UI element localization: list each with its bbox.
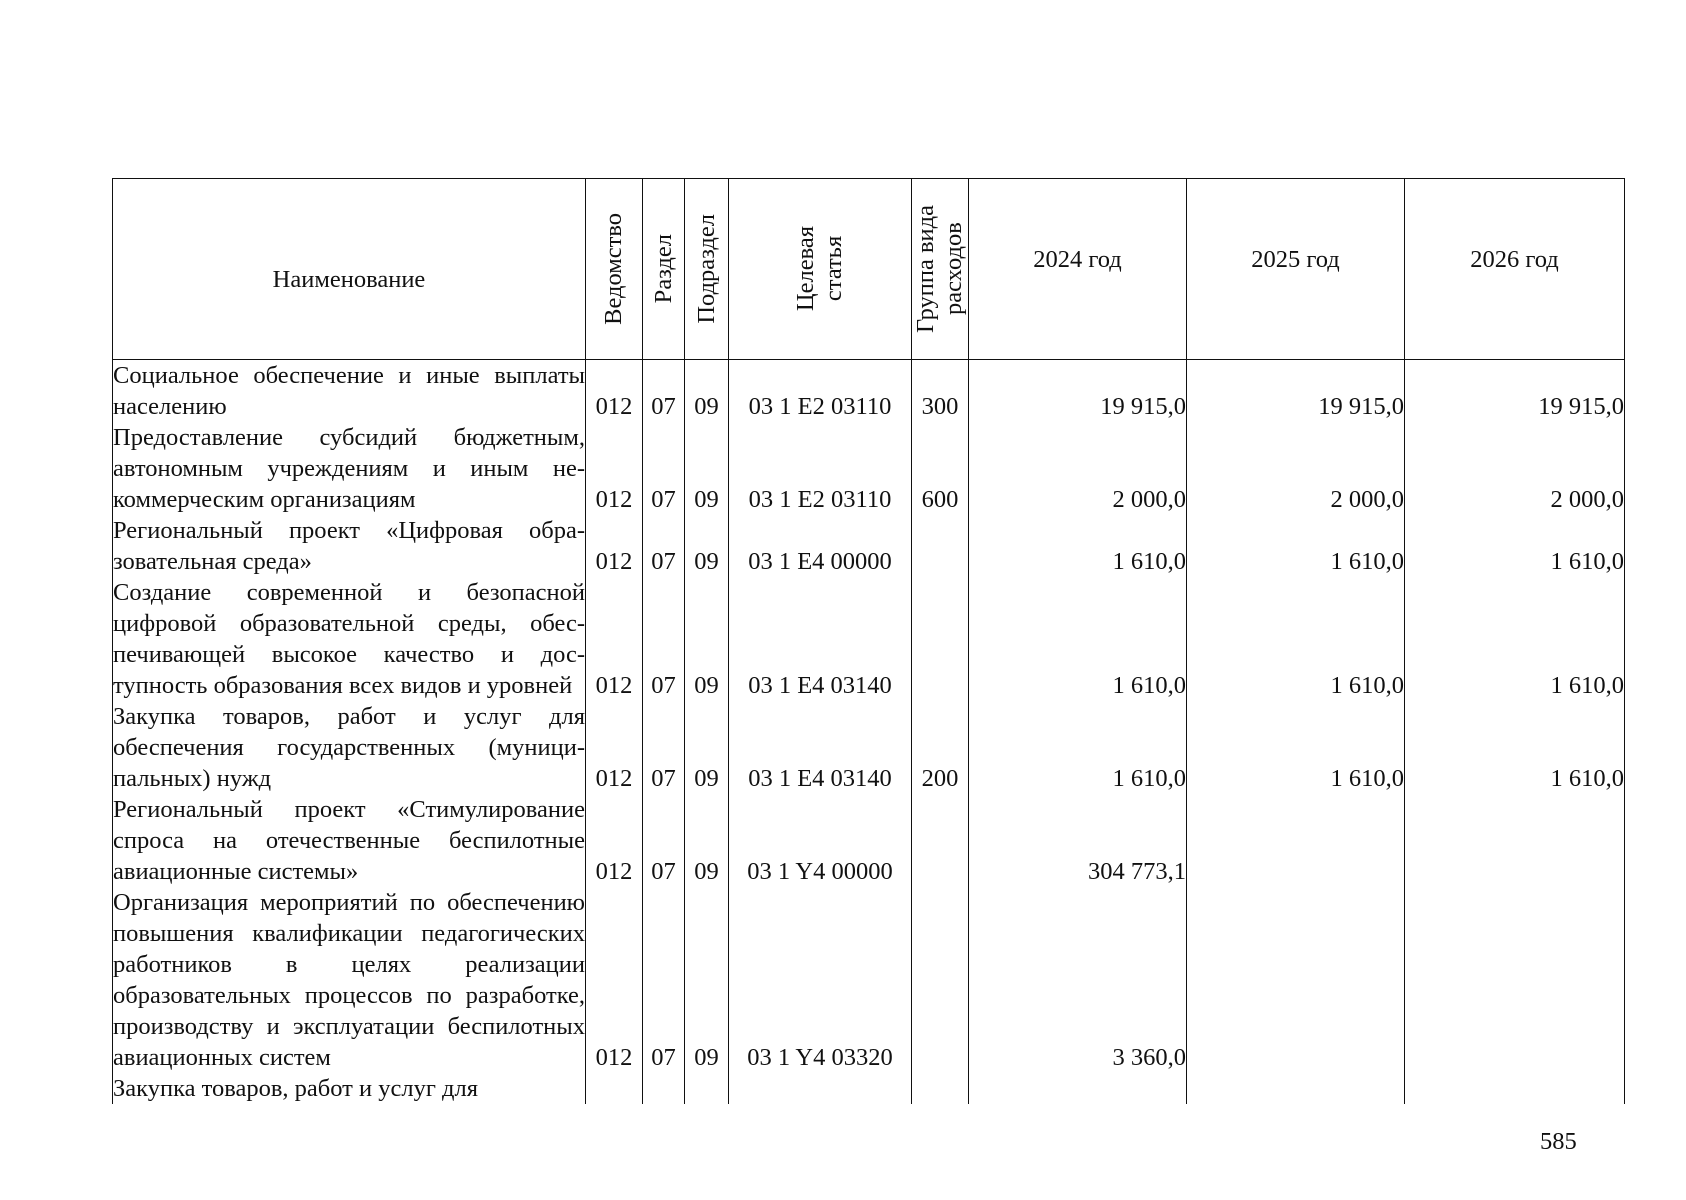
cell-name: Организация мероприятий по обеспечению повышения квалификации педагогических работников в целях реализации образовательных процессов по разработке, производству и эксплуатации беспилотных авиационных систем	[113, 889, 585, 1071]
cell-target: 03 1 Y4 00000	[729, 794, 912, 887]
cell-podrazdel: 09	[685, 794, 729, 887]
header-name-label: Наименование	[272, 265, 426, 293]
cell-target: 03 1 Y4 03320	[729, 887, 912, 1073]
header-tselevaya	[729, 179, 912, 360]
cell-vedomstvo: 012	[586, 515, 643, 577]
cell-2026	[1405, 887, 1625, 1073]
cell-name: Закупка товаров, работ и услуг для	[113, 1073, 586, 1104]
cell-2025: 1 610,0	[1187, 577, 1405, 701]
cell-2026	[1405, 1073, 1625, 1104]
header-podrazdel	[685, 179, 729, 360]
header-2026	[1405, 179, 1625, 360]
cell-2025: 1 610,0	[1187, 515, 1405, 577]
cell-group: 200	[912, 701, 969, 794]
header-tselevaya-label	[792, 226, 848, 311]
header-razdel	[643, 179, 685, 360]
cell-2026: 1 610,0	[1405, 701, 1625, 794]
table-row	[113, 1073, 1625, 1104]
cell-name: Региональный проект «Стимулирование спроса на отечественные беспилотные авиационные системы»	[113, 796, 585, 885]
table-header-row	[113, 179, 1625, 360]
cell-name: Предоставление субсидий бюджетным, автономным учреждениям и иным некоммерческим организациям	[113, 424, 585, 513]
header-2024-label: 2024 год	[1033, 245, 1122, 273]
cell-target: 03 1 Е4 00000	[729, 515, 912, 577]
cell-podrazdel: 09	[685, 701, 729, 794]
cell-2026: 1 610,0	[1405, 515, 1625, 577]
cell-razdel: 07	[643, 887, 685, 1073]
header-gruppa	[912, 179, 969, 360]
cell-target: 03 1 Е4 03140	[729, 701, 912, 794]
cell-vedomstvo: 012	[586, 794, 643, 887]
table-row	[113, 515, 1625, 577]
cell-razdel: 07	[643, 422, 685, 515]
cell-vedomstvo: 012	[586, 701, 643, 794]
cell-vedomstvo: 012	[586, 887, 643, 1073]
cell-2024: 1 610,0	[969, 515, 1187, 577]
table-row	[113, 794, 1625, 887]
cell-2026: 2 000,0	[1405, 422, 1625, 515]
header-2025-label: 2025 год	[1251, 245, 1340, 273]
cell-podrazdel: 09	[685, 887, 729, 1073]
cell-2025	[1187, 887, 1405, 1073]
cell-2024: 3 360,0	[969, 887, 1187, 1073]
cell-2024: 304 773,1	[969, 794, 1187, 887]
cell-razdel: 07	[643, 701, 685, 794]
header-gruppa-line2: расходов	[940, 222, 967, 316]
cell-name: Социальное обеспечение и иные выплаты населению	[113, 360, 586, 423]
cell-2025	[1187, 1073, 1405, 1104]
cell-razdel	[643, 1073, 685, 1104]
header-tselevaya-line1: Целевая	[792, 226, 819, 312]
table-row	[113, 577, 1625, 701]
cell-vedomstvo: 012	[586, 360, 643, 423]
header-vedomstvo-label: Ведомство	[600, 213, 627, 325]
header-vedomstvo	[586, 179, 643, 360]
header-2024	[969, 179, 1187, 360]
cell-2026	[1405, 794, 1625, 887]
cell-target: 03 1 Е2 03110	[729, 360, 912, 423]
cell-2025: 2 000,0	[1187, 422, 1405, 515]
cell-2024: 19 915,0	[969, 360, 1187, 423]
header-podrazdel-label: Подраздел	[692, 214, 720, 324]
cell-vedomstvo: 012	[586, 577, 643, 701]
cell-name: Региональный проект «Цифровая образовательная среда»	[113, 517, 585, 575]
cell-podrazdel: 09	[685, 577, 729, 701]
cell-2024: 1 610,0	[969, 701, 1187, 794]
cell-target: 03 1 Е4 03140	[729, 577, 912, 701]
table-row	[113, 360, 1625, 423]
cell-2024: 1 610,0	[969, 577, 1187, 701]
header-gruppa-label	[912, 205, 968, 333]
cell-razdel: 07	[643, 360, 685, 423]
cell-podrazdel: 09	[685, 515, 729, 577]
cell-name: Закупка товаров, работ и услуг для обеспечения государственных (муниципальных) нужд	[113, 703, 585, 792]
cell-group: 600	[912, 422, 969, 515]
header-2026-label: 2026 год	[1470, 245, 1559, 273]
cell-razdel: 07	[643, 794, 685, 887]
header-razdel-label: Раздел	[649, 234, 677, 304]
cell-podrazdel: 09	[685, 422, 729, 515]
cell-group: 300	[912, 360, 969, 423]
cell-2026: 1 610,0	[1405, 577, 1625, 701]
table-row	[113, 701, 1625, 794]
cell-2025	[1187, 794, 1405, 887]
cell-group	[912, 515, 969, 577]
table-row	[113, 887, 1625, 1073]
cell-target	[729, 1073, 912, 1104]
cell-2024: 2 000,0	[969, 422, 1187, 515]
budget-table	[112, 178, 1625, 1104]
header-gruppa-line1: Группа вида	[912, 204, 939, 334]
cell-razdel: 07	[643, 577, 685, 701]
header-2025	[1187, 179, 1405, 360]
cell-vedomstvo	[586, 1073, 643, 1104]
cell-2025: 1 610,0	[1187, 701, 1405, 794]
cell-razdel: 07	[643, 515, 685, 577]
cell-group	[912, 1073, 969, 1104]
cell-target: 03 1 Е2 03110	[729, 422, 912, 515]
cell-vedomstvo: 012	[586, 422, 643, 515]
cell-group	[912, 577, 969, 701]
page-number: 585	[1540, 1128, 1577, 1155]
header-tselevaya-line2: статья	[820, 236, 847, 302]
cell-podrazdel	[685, 1073, 729, 1104]
cell-name: Создание современной и безопасной цифровой образовательной среды, обеспечивающей высокое качество и доступность образования всех видов и уровней	[113, 579, 585, 699]
cell-2025: 19 915,0	[1187, 360, 1405, 423]
table-body	[113, 360, 1625, 1105]
cell-2024	[969, 1073, 1187, 1104]
cell-podrazdel: 09	[685, 360, 729, 423]
header-name	[113, 179, 586, 360]
cell-group	[912, 794, 969, 887]
cell-2026: 19 915,0	[1405, 360, 1625, 423]
cell-group	[912, 887, 969, 1073]
table-row	[113, 422, 1625, 515]
